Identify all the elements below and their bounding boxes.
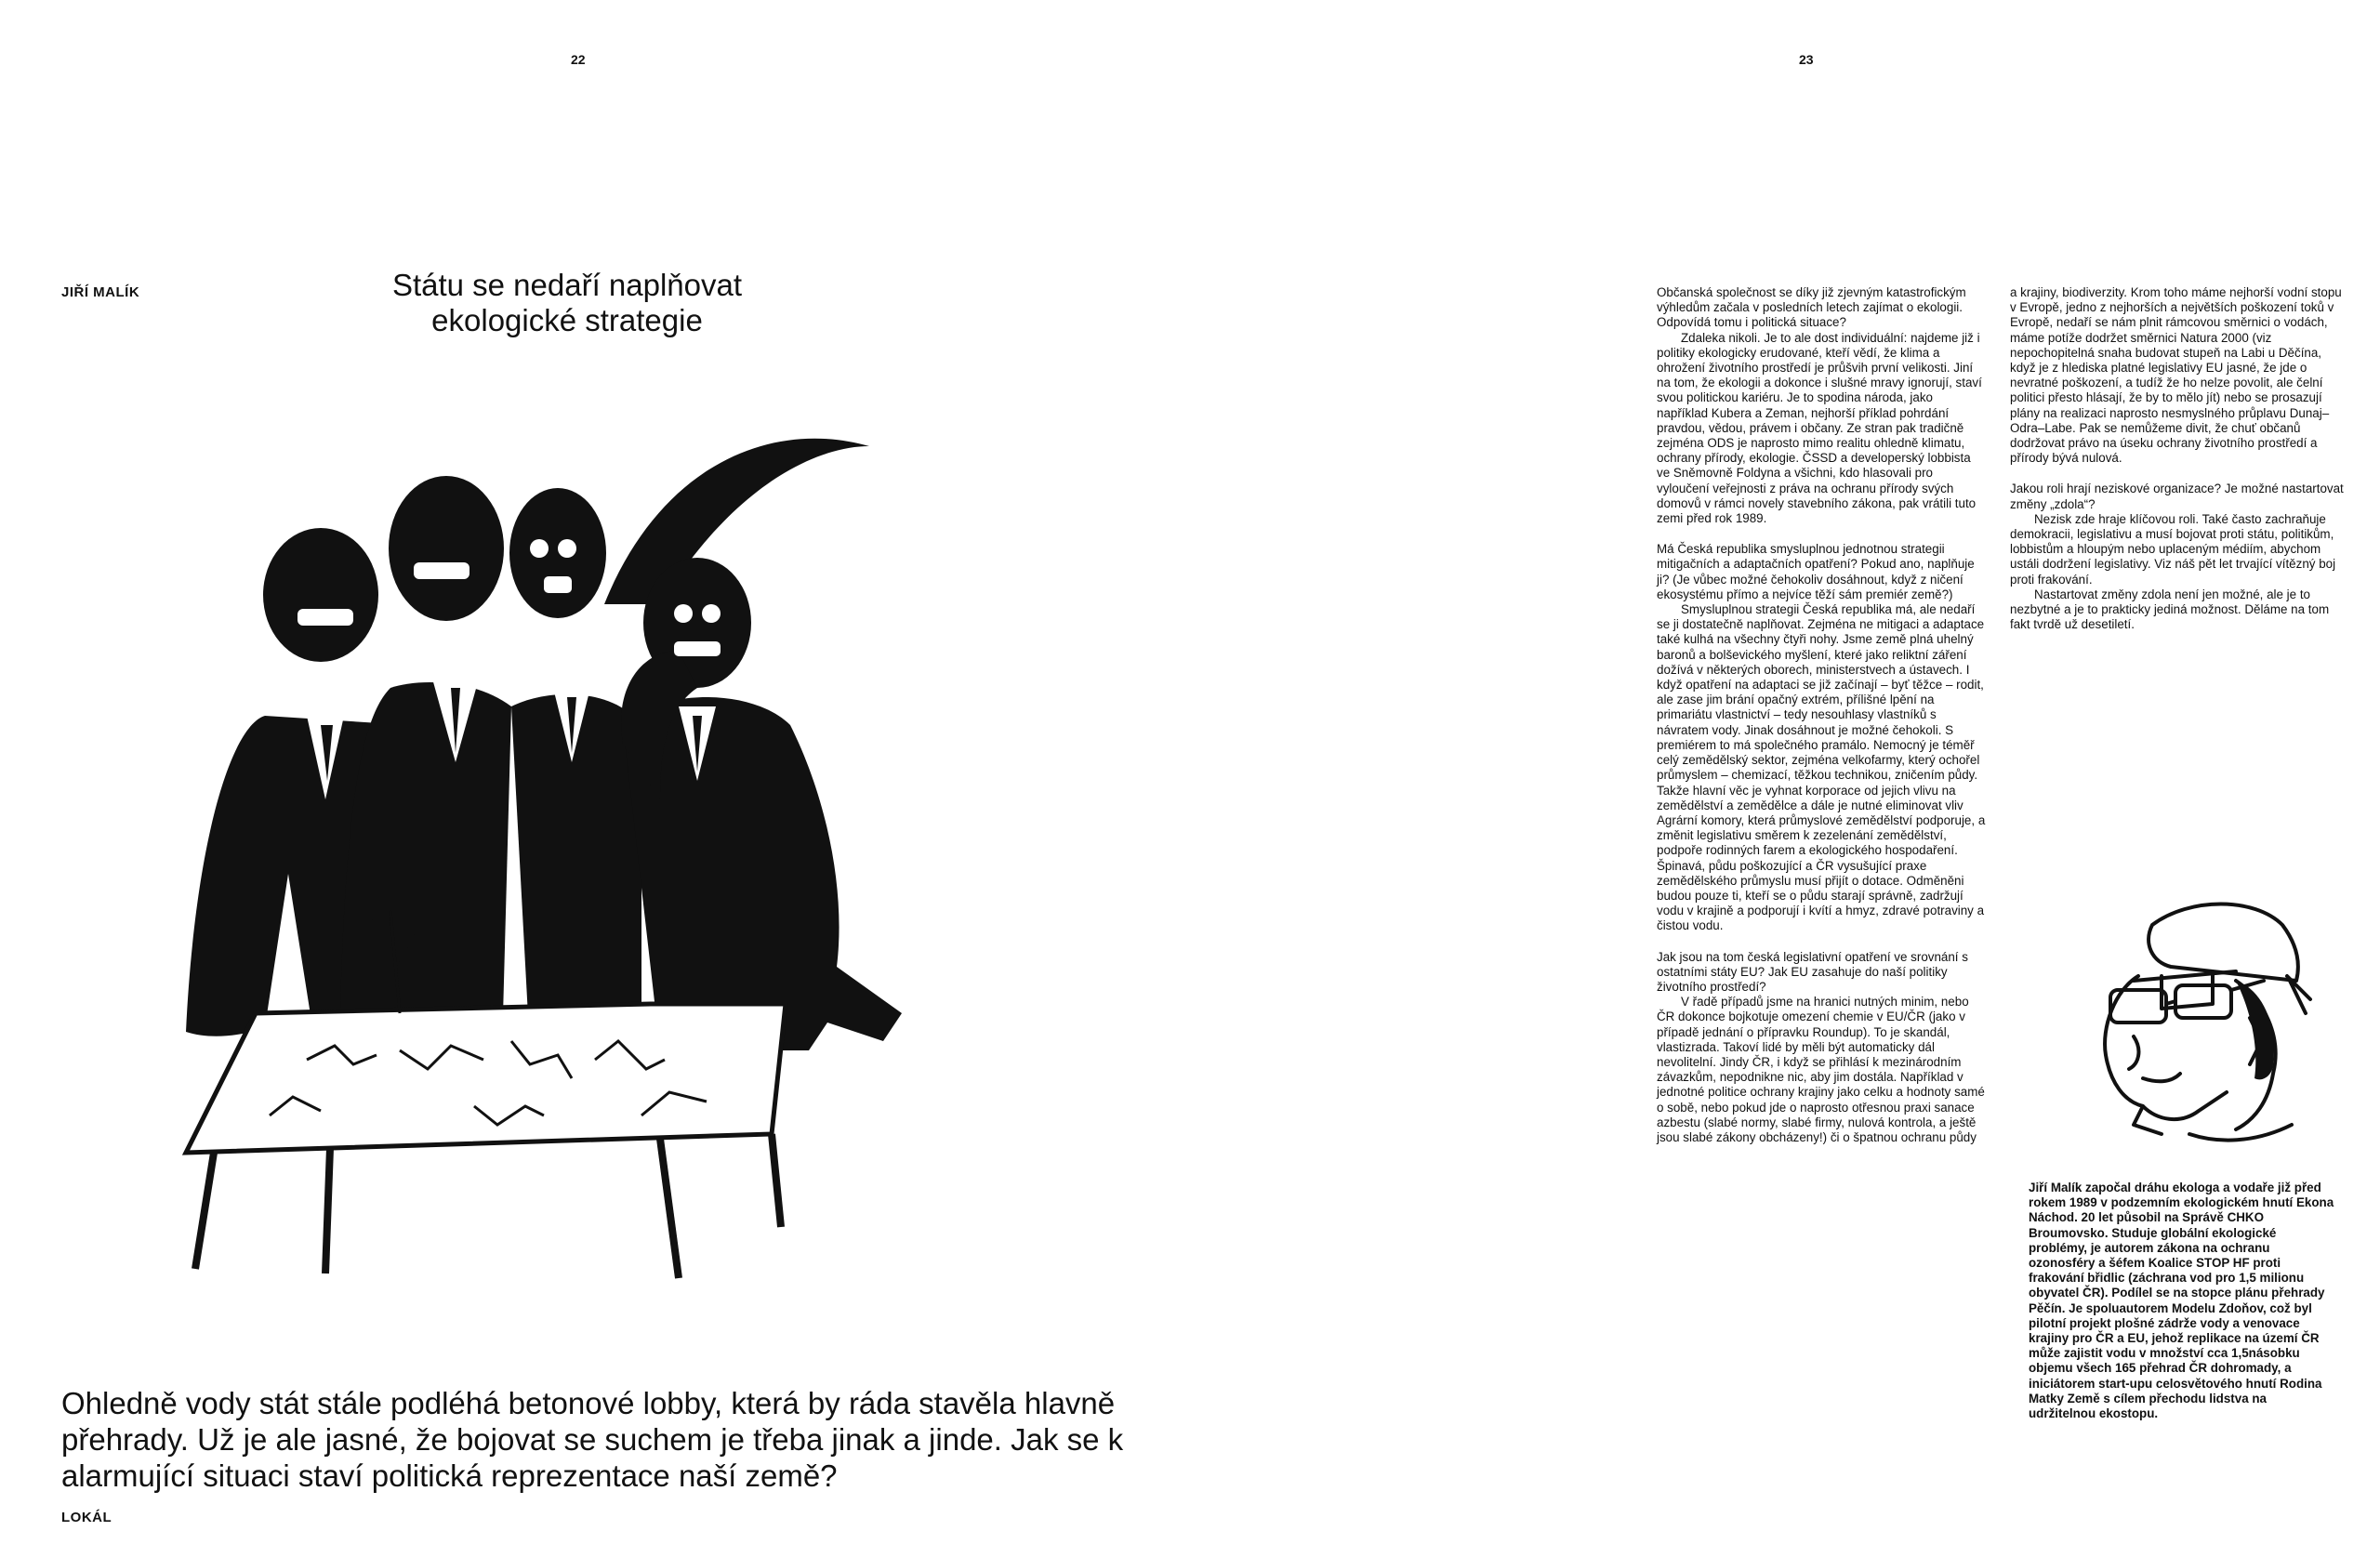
answer-1: Zdaleka nikoli. Je to ale dost individuální: najdeme již i politiky ekologicky erudované, kteří vědí, že klima a ohrožení životního prostředí je průšvih první velikosti. Jiní na tom, že ekologii a dokonce i slušné mravy ignorují, staví svou politickou kariéru. Je to spodina národa, jako například Kubera a Zeman, nejhorší příklad pohrdání pravdou, vědou, právem i občany. Ze stran pak tradičně zejména ODS je naprosto mimo realitu ohledně klimatu, ochrany přírody, ekologie. ČSSD a developerský lobbista ve Sněmovně Foldyna a všichni, kdo hlasovali pro vyloučení veřejnosti z práva na ochranu přírody svých domovů v rámci novely stavebního zákona, pak vrátili tuto zemi před rok 1989. <box>1657 330 1982 526</box>
answer-2: Smysluplnou strategii Česká republika má, ale nedaří se ji dostatečně naplňovat. Zejména ne mitigaci a adaptace také kulhá na všechny čtyři nohy. Jsme země plná uhelný baronů a bolševického myšlení, které jako reliktní záření dožívá v některých oborech, ministerstvech a ústavech. I když opatření na adaptaci se již začínají – byť těžce – rodit, ale zase jim brání opačný extrém, přílišné lpění na primariátu vlastnictví – tedy nesouhlasy vlastníků s návratem vody. Jinak dosáhnout je možné čehokoli. S premiérem to má společného pramálo. Nemocný je téměř celý zemědělský sektor, zejména velkofarmy, který ochořel průmyslem – chemizací, těžkou technikou, zničením půdy. Takže hlavní věc je vyhnat korporace od jejich vlivu na zemědělství a zemědělce a dále je nutné eliminovat vliv Agrární komory, která průmyslové zemědělství podporuje, a změnit legislativu směrem k zezelenání zemědělství, podpoře rodinných farem a ekologického hospodaření. Špinavá, půdu poškozující a ČR vysušující praxe zemědělského průmyslu musí přijít o dotace. Odměněni budou pouze ti, kteří se o půdu starají správně, zadržují vodu v krajině a podporují i kvítí a hmyz, zdravé potraviny a čistou vodu. <box>1657 602 1986 933</box>
author-bio: Jiří Malík započal dráhu ekologa a vodaře již před rokem 1989 v podzemním ekologickém hnutí Ekona Náchod. 20 let působil na Správě CHKO Broumovsko. Studuje globální ekologické problémy, je autorem zákona na ochranu ozonosféry a šéfem Koalice STOP HF proti frakování břidlic (záchrana vod pro 1,5 milionu obyvatel ČR). Podílel se na stopce plánu přehrady Pěčín. Je spoluautorem Modelu Zdoňov, což byl pilotní projekt plošné zádrže vody a venovace krajiny pro ČR a EU, jehož replikace na území ČR může zajistit vodu v množství cca 1,5násobku objemu všech 165 přehrad ČR dohromady, a iniciátorem start-upu celosvětového hnutí Rodina Matky Země s cílem přechodu lidstva na udržitelnou ekostopu. <box>2029 1181 2334 1421</box>
question-1: Občanská společnost se díky již zjevným katastrofickým výhledům začala v posledních letech zajímat o ekologii. Odpovídá tomu i politická situace? <box>1657 285 1966 330</box>
page-number-left: 22 <box>571 52 586 67</box>
answer-3: V řadě případů jsme na hranici nutných minim, nebo ČR dokonce bojkotuje omezení chemie v EU/ČR (jako v případě jednání o přípravku Roundup). To je skandál, vlastizrada. Takoví lidé by měli být automaticky dál nevolitelní. Jindy ČR, i když se přihlásí k mezinárodním závazkům, nepodnikne nic, aby jim dostála. Například v jednotné politice ochrany krajiny jako celku a hodnoty samé o sobě, nebo pokud jde o naprosto otřesnou praxi sanace azbestu (slabé normy, slabé firmy, nulová kontrola, a ještě jsou slabé zákony obcházeny!) či o špatnou ochranu půdy <box>1657 995 1985 1144</box>
question-4: Jakou roli hrají neziskové organizace? Je možné nastartovat změny „zdola“? <box>2010 482 2344 511</box>
question-3: Jak jsou na tom česká legislativní opatření ve srovnání s ostatními státy EU? Jak EU zasahuje do naší politiky životního prostředí? <box>1657 949 1968 994</box>
answer-5: Nastartovat změny zdola není jen možné, ale je to nezbytné a je to prakticky jediná možnost. Děláme na tom fakt tvrdě už desetiletí. <box>2010 587 2330 632</box>
lead-paragraph: Ohledně vody stát stále podléhá betonové lobby, která by ráda stavěla hlavně přehrady. Už je ale jasné, že bojovat se suchem je třeba jinak a jinde. Jak se k alarmující situaci staví politická reprezentace naší země? <box>61 1386 1124 1493</box>
question-2: Má Česká republika smysluplnou jednotnou strategii mitigačních a adaptačních opatření? Pokud ano, naplňuje ji? (Je vůbec možné čehokoliv dosáhnout, když z ničení ekosystému přímo a nejvíce těží sám premiér země?) <box>1657 542 1975 601</box>
publication-source: LOKÁL <box>61 1510 112 1525</box>
text-column-1 <box>1657 285 1987 1145</box>
answer-3-continued: a krajiny, biodiverzity. Krom toho máme nejhorší vodní stopu v Evropě, jedno z nejhorších a největších poškození toků v Evropě, nedaří se nám plnit rámcovou směrnici o vodách, máme potíže dodržet směrnici Natura 2000 (viz nepochopitelná snaha budovat stupeň na Labi u Děčína, když je z hlediska platné legislativy EU jasné, že jde o nevratné poškození, a tudíž že ho nelze povolit, ale čelní politici přesto hlásají, že by to mělo jít) nebo se prosazují plány na realizaci naprosto nesmyslného průplavu Dunaj–Odra–Labe. Pak se nemůžeme divit, že chuť občanů dodržovat právo na úseku ochrany životního prostředí a přírody bývá nulová. <box>2010 285 2342 466</box>
cartoon-illustration <box>177 409 948 1292</box>
article-title: Státu se nedaří naplňovat ekologické strategie <box>391 268 743 337</box>
author-name: JIŘÍ MALÍK <box>61 284 140 300</box>
text-column-2 <box>2010 285 2349 632</box>
author-portrait <box>2050 888 2315 1167</box>
answer-4: Nezisk zde hraje klíčovou roli. Také často zachraňuje demokracii, legislativu a musí bojovat proti státu, politikům, lobbistům a hloupým nebo uplaceným médiím, abychom ustáli dodržení legislativy. Viz náš pět let trvající vítězný boj proti frakování. <box>2010 511 2336 587</box>
page-number-right: 23 <box>1799 52 1814 67</box>
